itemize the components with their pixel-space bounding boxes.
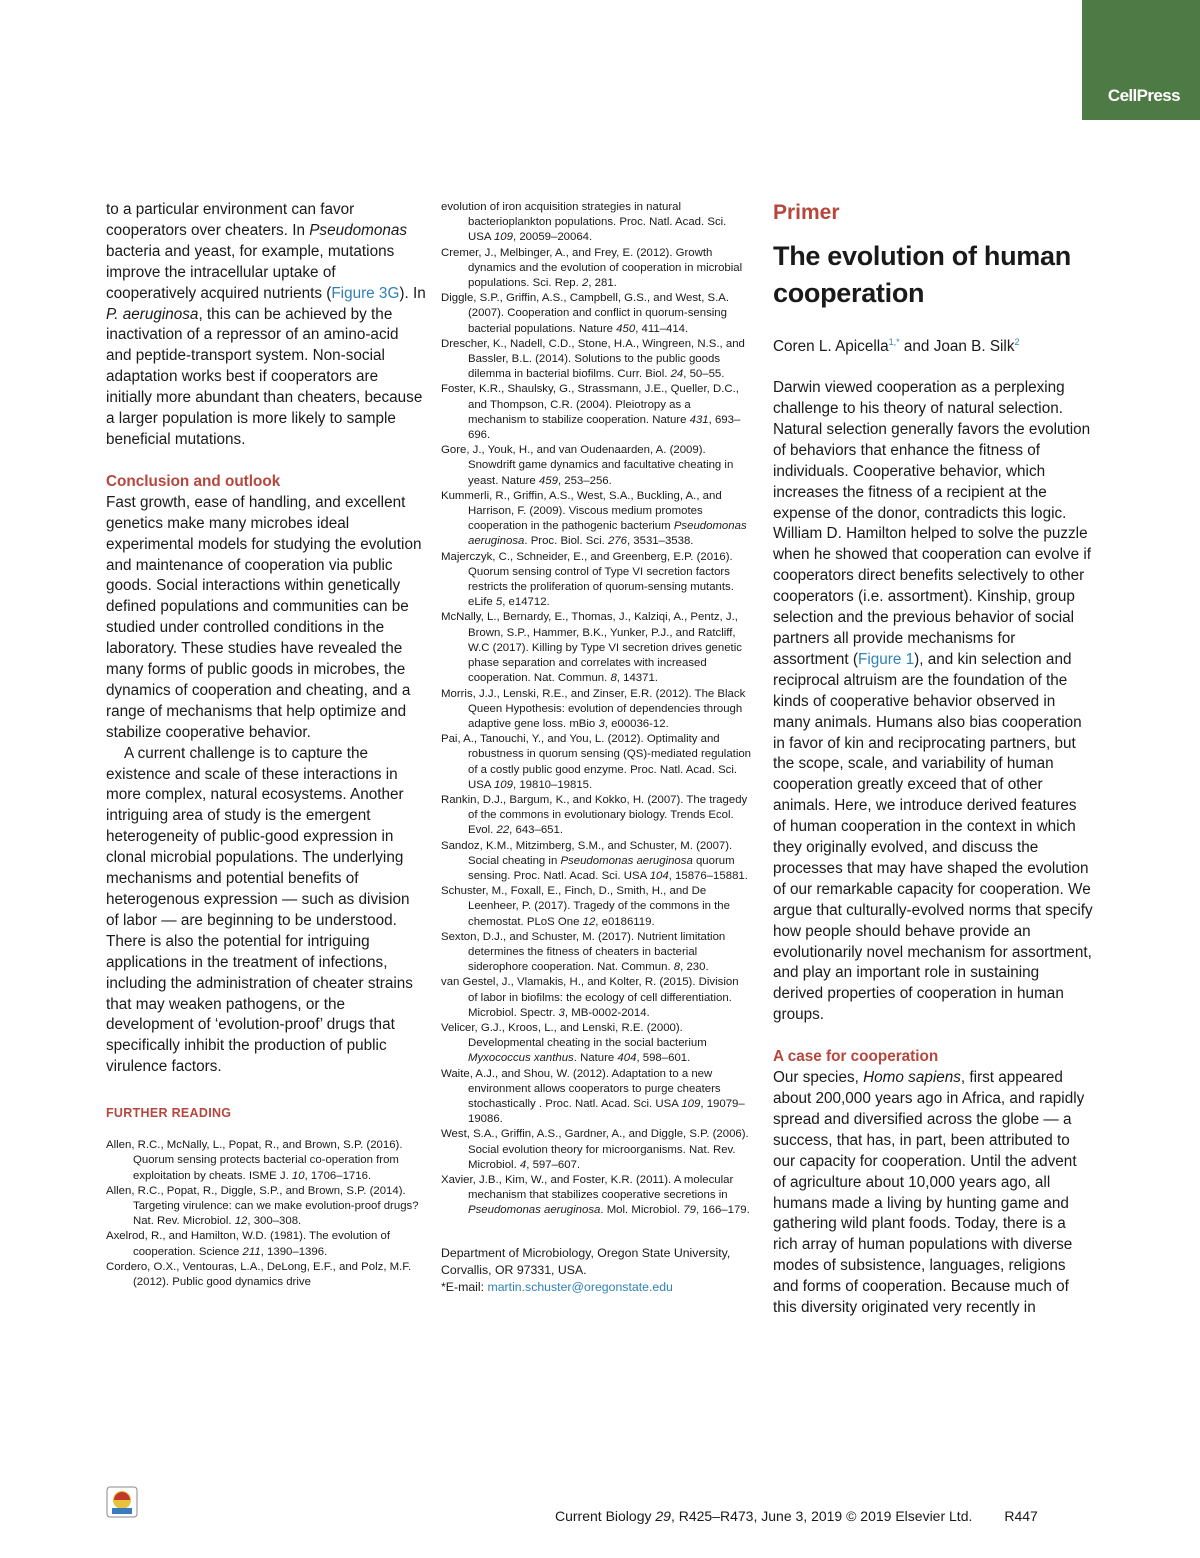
text-run: , first appeared about 200,000 years ago in Africa, and rapidly spread and diversified across the globe — a success, that has, in part, been attributed to our capacity for cooperation. Until the advent of agriculture about 10,000 years ago, all humans made a living by hunting game and gathering wild plant foods. Today, there is a rich array of human populations with diverse modes of subsistence, languages, religions and forms of cooperation. Because much of this diversity originated very recently in [773,1069,1085,1317]
article-title: The evolution of human cooperation [773,241,1071,308]
reference-entry [441,1067,751,1128]
italic-text: Pseudomonas [309,221,408,239]
text-run: ), and kin selection and reciprocal altruism are the foundation of the kinds of cooperative behavior observed in many animals. Humans also bias cooperation in favor of kin and reciprocating partners, but the scope, scale, and variability of human cooperation greatly exceed that of other animals. Here, we introduce derived features of human cooperation in the context in which they originally evolved, and discuss the processes that may have shaped the evolution of our remarkable capacity for cooperation. We argue that culturally-evolved norms that specify how people should behave provide an evolutionarily novel mechanism for assortment, and play an important role in sustaining derived properties of cooperation in human groups. [773,650,1093,1024]
cellpress-logo-box[interactable] [1082,0,1200,120]
italic-text: 79 [683,1204,696,1217]
text-run: , this can be achieved by the inactivation of a repressor of an amino-acid and peptide-transport system. Non-social adaptation works best if cooperators are initially more abundant than cheaters, because a larger population is more likely to sample beneficial mutations. [106,305,423,448]
text-run: , 643–651. [509,824,564,837]
italic-text: 22 [496,824,510,837]
text-run: , 20059–20064. [512,231,593,244]
text-run: Allen, R.C., Popat, R., Diggle, S.P., and Brown, S.P. (2014). Targeting virulence: can we make evolution-proof drugs? Nat. Rev. Microbiol. [106,1184,419,1228]
citation-details: , R425–R473, June 3, 2019 © 2019 Elsevier Ltd. [670,1508,973,1524]
further-reading-heading: FURTHER READING [106,1106,232,1121]
journal-name: Current Biology [555,1508,656,1524]
text-run: Sexton, D.J., and Schuster, M. (2017). Nutrient limitation determines the fitness of cheaters in bacterial siderophore cooperation. Nat. Commun. [441,930,726,974]
italic-text: 450 [616,322,636,335]
column-left [106,200,426,1290]
text-run: , e0186119. [595,915,655,928]
text-run: ). In [399,284,426,302]
text-run: to a particular environment can favor cooperators over cheaters. In [106,201,355,239]
reference-entry [441,975,751,1021]
text-run: Cordero, O.X., Ventouras, L.A., DeLong, E.F., and Polz, M.F. (2012). Public good dynamics drive [106,1260,412,1288]
figure-link[interactable]: Figure 3G [331,284,400,302]
text-run: Majerczyk, C., Schneider, E., and Greenberg, E.P. (2016). Quorum sensing control of Type VI secretion factors restricts the proliferation of quorum-sensing mutants. eLife [441,550,734,609]
reference-entry [441,1173,751,1219]
text-run: , 3531–3538. [626,535,694,548]
text-run: , 14371. [616,672,658,685]
affiliation: Department of Microbiology, Oregon State University, Corvallis, OR 97331, USA. [441,1245,731,1277]
figure-link[interactable]: Figure 1 [858,650,915,668]
italic-text: 12 [582,915,596,928]
page-number: R447 [1004,1508,1038,1524]
reference-entry [441,1021,751,1067]
text-run: Xavier, J.B., Kim, W., and Foster, K.R. (2011). A molecular mechanism that stabilizes cooperative secretions in [441,1174,734,1202]
text-run: , 1390–1396. [260,1245,328,1258]
text-run: Rankin, D.J., Bargum, K., and Kokko, H. (2007). The tragedy of the commons in evolutionary biology. Trends Ecol. Evol. [441,793,748,837]
reference-entry [441,489,751,550]
italic-text: 109 [493,231,513,244]
text-run: Schuster, M., Foxall, E., Finch, D., Smith, H., and De Leenheer, P. (2017). Tragedy of the commons in the chemostat. PLoS One [441,885,730,928]
reference-entry [106,1229,426,1259]
reference-entry [441,610,751,686]
column-right [773,200,1093,1319]
reference-entry [441,337,751,383]
email-link[interactable]: martin.schuster@oregonstate.edu [487,1279,673,1294]
reference-entry [106,1260,426,1290]
text-run: . Nature [573,1052,618,1065]
text-run: Axelrod, R., and Hamilton, W.D. (1981). The evolution of cooperation. Science [106,1230,391,1258]
text-run: Gore, J., Youk, H., and van Oudenaarden, A. (2009). Snowdrift game dynamics and facultative cheating in yeast. Nature [441,444,734,487]
text-run: Diggle, S.P., Griffin, A.S., Campbell, G.S., and West, S.A. (2007). Cooperation and conflict in quorum-sensing bacterial populations. Nature [441,292,730,335]
text-run: Our species, [773,1069,864,1087]
reference-entry [441,1127,751,1173]
text-run: , 693–696. [468,413,741,442]
italic-text: 5 [495,596,503,609]
text-run: , e14712. [502,596,550,609]
email-line [441,1279,751,1296]
text-run: Foster, K.R., Shaulsky, G., Strassmann, J.E., Queller, D.C., and Thompson, C.R. (2004). Pleiotropy as a mechanism to stabilize cooperation. Nature [441,383,739,426]
reference-entry [441,884,751,930]
italic-text: Homo sapiens [863,1069,961,1087]
abstract-paragraph [773,378,1093,1026]
text-run: , 300–308. [247,1215,302,1228]
text-run: , 411–414. [635,322,689,335]
italic-text: 276 [607,535,627,548]
italic-text: 109 [493,778,513,791]
section-heading: Conclusion and outlook [106,472,281,490]
text-run: evolution of iron acquisition strategies in natural bacterioplankton populations. Proc. Natl. Acad. Sci. USA [441,201,727,244]
italic-text: Pseudomonas aeruginosa [560,854,693,867]
italic-text: 431 [689,413,709,426]
page-footer [555,1508,1038,1524]
italic-text: 4 [519,1158,527,1171]
reference-entry [441,382,751,443]
reference-entry [441,443,751,489]
text-run: . Proc. Biol. Sci. [524,535,608,548]
text-run: , 598–601. [636,1052,691,1065]
author-affiliation-link[interactable]: 2 [1014,337,1020,347]
reference-list [441,200,751,1219]
reference-entry [441,839,751,885]
text-run: , 1706–1716. [304,1169,372,1182]
italic-text: Pseudomonas aeruginosa [468,1204,601,1217]
text-run: , 19810–19815. [512,778,593,791]
recycle-seal-icon [106,1486,138,1518]
italic-text: 10 [291,1169,305,1182]
italic-text: 109 [681,1097,701,1110]
body-paragraph: A current challenge is to capture the existence and scale of these interactions in more complex, natural ecosystems. Another intriguing area of study is the emergent heterogeneity of public-good expression in clonal microbial populations. The underlying mechanisms and potential benefits of heterogenous expression — such as division of labor — are beginning to be understood. There is also the potential for intriguing applications in the treatment of infections, including the administration of cheater strains that may weaken pathogens, or the development of ‘evolution-proof’ drugs that specifically inhibit the production of public virulence factors. [106,744,413,1076]
text-run: , 19079–19086. [468,1097,745,1126]
italic-text: P. aeruginosa [106,305,199,323]
text-run: Sandoz, K.M., Mitzimberg, S.M., and Schuster, M. (2007). Social cheating in [441,839,733,867]
authors [773,332,1093,357]
text-run: McNally, L., Bernardy, E., Thomas, J., Kalziqi, A., Pentz, J., Brown, S.P., Hammer, B.K., Yunker, P.J., and Ratcliff, W.C (2017). Killing by Type VI secretion drives genetic phase separation and correlates with increased cooperation. Nat. Commun. [441,611,742,685]
author-name: and Joan B. Silk [899,338,1015,356]
reference-list [106,1138,426,1290]
italic-text: 404 [617,1052,637,1065]
cellpress-logo: CellPress [1107,86,1180,105]
text-run: , 166–179. [695,1204,750,1217]
text-run: Kummerli, R., Griffin, A.S., West, S.A., Buckling, A., and Harrison, F. (2009). Viscous medium promotes cooperation in the pathogenic bacterium [441,489,722,533]
reference-entry [441,550,751,611]
author-name: Coren L. Apicella [773,338,889,356]
text-run: Pai, A., Tanouchi, Y., and You, L. (2012). Optimality and robustness in quorum sensing (QS)-mediated regulation of a costly public good enzyme. Proc. Natl. Acad. Sci. USA [441,733,752,791]
italic-text: Myxococcus xanthus [468,1052,574,1065]
body-paragraph [106,200,426,451]
italic-text: 24 [670,368,684,381]
reference-entry [441,687,751,733]
text-run: quorum sensing. Proc. Natl. Acad. Sci. USA [468,854,735,882]
text-run: Drescher, K., Nadell, C.D., Stone, H.A., Wingreen, N.S., and Bassler, B.L. (2014). Solutions to the public goods dilemma in bacterial biofilms. Curr. Biol. [441,337,745,381]
text-run: , 281. [588,277,617,290]
text-run: Velicer, G.J., Kroos, L., and Lenski, R.E. (2000). Developmental cheating in the social bacterium [441,1021,707,1050]
text-run: , 253–256. [557,474,612,487]
text-run: Morris, J.J., Lenski, R.E., and Zinser, E.R. (2012). The Black Queen Hypothesis: evolution of dependencies through adaptive gene loss. mBio [441,687,746,730]
body-paragraph: Fast growth, ease of handling, and excellent genetics make many microbes ideal experimental models for studying the evolution and maintenance of cooperation via public goods. Social interactions within genetically defined populations and communities can be studied under controlled conditions in the laboratory. These studies have revealed the many forms of public goods in microbes, the dynamics of cooperation and cheating, and a range of mechanisms that help optimize and stabilize cooperative behavior. [106,493,422,741]
italic-text: 459 [538,474,558,487]
reference-entry [441,732,751,793]
author-affiliation-link[interactable]: 1,* [888,337,900,347]
italic-text: 3 [558,1006,565,1019]
text-run: , 50–55. [683,368,725,381]
text-run: Waite, A.J., and Shou, W. (2012). Adaptation to a new environment allows cooperators to purge cheaters stochastically . Proc. Natl. Acad. Sci. USA [441,1067,721,1110]
italic-text: 3 [598,717,605,730]
text-run: Allen, R.C., McNally, L., Popat, R., and Brown, S.P. (2016). Quorum sensing protects bacterial co-operation from exploitation by cheats. ISME J. [106,1139,403,1182]
italic-text: 8 [673,961,681,974]
reference-entry [441,291,751,337]
text-run: , 15876–15881. [668,869,748,882]
italic-text: 104 [649,869,669,882]
italic-text: Pseudomonas aeruginosa [468,520,747,548]
italic-text: 2 [581,277,589,290]
email-label: *E-mail: [441,1279,488,1294]
journal-volume: 29 [655,1508,671,1524]
text-run: van Gestel, J., Vlamakis, H., and Kolter, R. (2015). Division of labor in biofilms: the ecology of cell differentiation. Microbiol. Spectr. [441,976,739,1019]
article-type: Primer [773,201,840,224]
text-run: bacteria and yeast, for example, mutations improve the intracellular uptake of cooperatively acquired nutrients ( [106,242,395,302]
text-run: , e00036-12. [604,717,669,730]
text-run: Darwin viewed cooperation as a perplexing challenge to his theory of natural selection. Natural selection generally favors the evolution of behaviors that enhance the fitness of individuals. Cooperative behavior, which increases the fitness of a recipient at the expense of the donor, contradicts this logic. William D. Hamilton helped to solve the puzzle when he showed that cooperation can evolve if cooperators direct benefits selectively to other cooperators (i.e. assortment). Kinship, group selection and the previous behavior of social partners all provide mechanisms for assortment ( [773,379,1092,668]
text-run: . Mol. Microbiol. [600,1204,684,1217]
text-run: , MB-0002-2014. [564,1006,650,1019]
reference-entry [441,930,751,976]
section-heading: A case for cooperation [773,1048,939,1066]
italic-text: 12 [234,1215,248,1228]
text-run: , 230. [680,961,709,974]
italic-text: 211 [242,1245,261,1258]
reference-entry [441,200,751,246]
body-paragraph [773,1068,1093,1319]
reference-entry [106,1184,426,1230]
text-run: West, S.A., Griffin, A.S., Gardner, A., and Diggle, S.P. (2006). Social evolution theory for microorganisms. Nat. Rev. Microbiol. [441,1128,749,1171]
text-run: , 597–607. [526,1158,581,1171]
italic-text: 8 [610,672,617,685]
text-run: Cremer, J., Melbinger, A., and Frey, E. (2012). Growth dynamics and the evolution of cooperation in microbial populations. Sci. Rep. [441,246,743,290]
reference-entry [441,793,751,839]
reference-entry [441,246,751,292]
reference-entry [106,1138,426,1184]
column-middle [441,200,751,1296]
